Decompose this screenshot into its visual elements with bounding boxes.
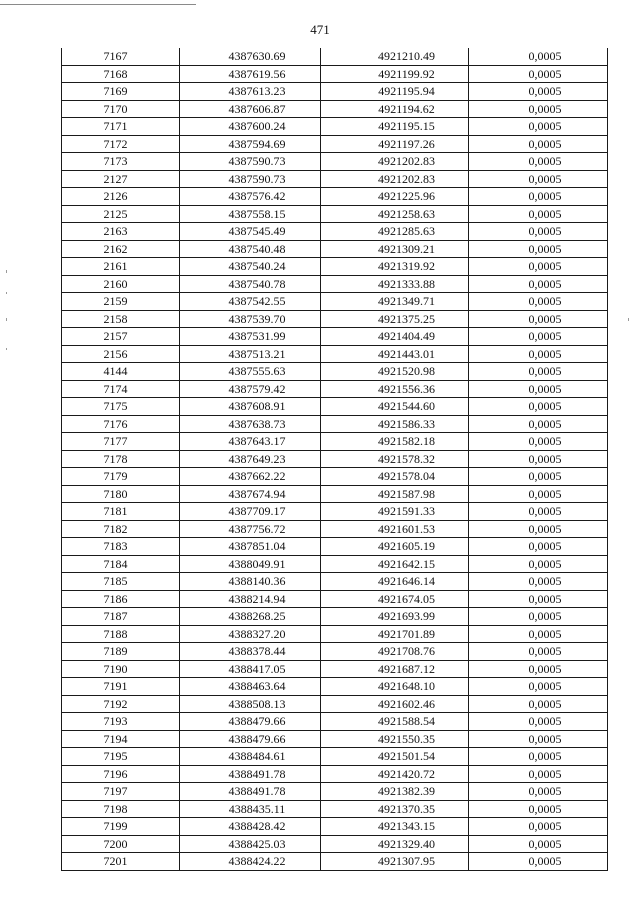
y-coordinate-cell: 4921258.63 [321, 205, 469, 223]
scan-speck [6, 270, 7, 273]
x-coordinate-cell: 4388435.11 [180, 800, 321, 818]
y-coordinate-cell: 4921601.53 [321, 520, 469, 538]
point-number-cell: 7168 [62, 65, 180, 83]
table-row [62, 100, 608, 118]
y-coordinate-cell: 4921578.04 [321, 468, 469, 486]
point-number-cell: 2160 [62, 275, 180, 293]
point-number-cell: 4144 [62, 363, 180, 381]
point-number-cell: 7171 [62, 118, 180, 136]
value-cell: 0,0005 [469, 380, 608, 398]
value-cell: 0,0005 [469, 520, 608, 538]
y-coordinate-cell: 4921586.33 [321, 415, 469, 433]
coordinates-table [61, 48, 608, 871]
x-coordinate-cell: 4387638.73 [180, 415, 321, 433]
y-coordinate-cell: 4921591.33 [321, 503, 469, 521]
x-coordinate-cell: 4387540.48 [180, 240, 321, 258]
table-row [62, 398, 608, 416]
table-row [62, 713, 608, 731]
value-cell: 0,0005 [469, 275, 608, 293]
table-row [62, 275, 608, 293]
table-row [62, 83, 608, 101]
table-row [62, 415, 608, 433]
table-row [62, 625, 608, 643]
y-coordinate-cell: 4921646.14 [321, 573, 469, 591]
y-coordinate-cell: 4921648.10 [321, 678, 469, 696]
x-coordinate-cell: 4387608.91 [180, 398, 321, 416]
value-cell: 0,0005 [469, 503, 608, 521]
x-coordinate-cell: 4387579.42 [180, 380, 321, 398]
value-cell: 0,0005 [469, 590, 608, 608]
value-cell: 0,0005 [469, 608, 608, 626]
x-coordinate-cell: 4388484.61 [180, 748, 321, 766]
value-cell: 0,0005 [469, 310, 608, 328]
point-number-cell: 7188 [62, 625, 180, 643]
x-coordinate-cell: 4388327.20 [180, 625, 321, 643]
value-cell: 0,0005 [469, 293, 608, 311]
value-cell: 0,0005 [469, 555, 608, 573]
table-row [62, 555, 608, 573]
point-number-cell: 7196 [62, 765, 180, 783]
x-coordinate-cell: 4387674.94 [180, 485, 321, 503]
point-number-cell: 2125 [62, 205, 180, 223]
point-number-cell: 7191 [62, 678, 180, 696]
point-number-cell: 7182 [62, 520, 180, 538]
value-cell: 0,0005 [469, 100, 608, 118]
value-cell: 0,0005 [469, 660, 608, 678]
top-scan-rule [0, 4, 196, 5]
point-number-cell: 2162 [62, 240, 180, 258]
point-number-cell: 7175 [62, 398, 180, 416]
y-coordinate-cell: 4921349.71 [321, 293, 469, 311]
table-row [62, 135, 608, 153]
y-coordinate-cell: 4921588.54 [321, 713, 469, 731]
y-coordinate-cell: 4921687.12 [321, 660, 469, 678]
value-cell: 0,0005 [469, 468, 608, 486]
value-cell: 0,0005 [469, 240, 608, 258]
point-number-cell: 7178 [62, 450, 180, 468]
value-cell: 0,0005 [469, 83, 608, 101]
value-cell: 0,0005 [469, 170, 608, 188]
y-coordinate-cell: 4921285.63 [321, 223, 469, 241]
y-coordinate-cell: 4921443.01 [321, 345, 469, 363]
y-coordinate-cell: 4921309.21 [321, 240, 469, 258]
point-number-cell: 7184 [62, 555, 180, 573]
point-number-cell: 7181 [62, 503, 180, 521]
table-row [62, 678, 608, 696]
point-number-cell: 7198 [62, 800, 180, 818]
y-coordinate-cell: 4921333.88 [321, 275, 469, 293]
x-coordinate-cell: 4387619.56 [180, 65, 321, 83]
table-row [62, 450, 608, 468]
y-coordinate-cell: 4921674.05 [321, 590, 469, 608]
value-cell: 0,0005 [469, 398, 608, 416]
value-cell: 0,0005 [469, 415, 608, 433]
value-cell: 0,0005 [469, 485, 608, 503]
value-cell: 0,0005 [469, 433, 608, 451]
y-coordinate-cell: 4921382.39 [321, 783, 469, 801]
table-row [62, 293, 608, 311]
y-coordinate-cell: 4921210.49 [321, 48, 469, 65]
table-row [62, 468, 608, 486]
x-coordinate-cell: 4388479.66 [180, 713, 321, 731]
point-number-cell: 7195 [62, 748, 180, 766]
value-cell: 0,0005 [469, 153, 608, 171]
x-coordinate-cell: 4387600.24 [180, 118, 321, 136]
point-number-cell: 7179 [62, 468, 180, 486]
table-row [62, 573, 608, 591]
value-cell: 0,0005 [469, 818, 608, 836]
point-number-cell: 7194 [62, 730, 180, 748]
x-coordinate-cell: 4388425.03 [180, 835, 321, 853]
point-number-cell: 7169 [62, 83, 180, 101]
point-number-cell: 7192 [62, 695, 180, 713]
table-row [62, 310, 608, 328]
point-number-cell: 7183 [62, 538, 180, 556]
x-coordinate-cell: 4387649.23 [180, 450, 321, 468]
x-coordinate-cell: 4388049.91 [180, 555, 321, 573]
y-coordinate-cell: 4921194.62 [321, 100, 469, 118]
x-coordinate-cell: 4387555.63 [180, 363, 321, 381]
x-coordinate-cell: 4388268.25 [180, 608, 321, 626]
y-coordinate-cell: 4921578.32 [321, 450, 469, 468]
x-coordinate-cell: 4388491.78 [180, 783, 321, 801]
x-coordinate-cell: 4388491.78 [180, 765, 321, 783]
y-coordinate-cell: 4921550.35 [321, 730, 469, 748]
point-number-cell: 2159 [62, 293, 180, 311]
point-number-cell: 7186 [62, 590, 180, 608]
value-cell: 0,0005 [469, 363, 608, 381]
x-coordinate-cell: 4387662.22 [180, 468, 321, 486]
value-cell: 0,0005 [469, 258, 608, 276]
y-coordinate-cell: 4921420.72 [321, 765, 469, 783]
point-number-cell: 7172 [62, 135, 180, 153]
table-row [62, 538, 608, 556]
table-row [62, 363, 608, 381]
table-row [62, 153, 608, 171]
value-cell: 0,0005 [469, 118, 608, 136]
x-coordinate-cell: 4387539.70 [180, 310, 321, 328]
x-coordinate-cell: 4387513.21 [180, 345, 321, 363]
table-row [62, 643, 608, 661]
y-coordinate-cell: 4921693.99 [321, 608, 469, 626]
y-coordinate-cell: 4921199.92 [321, 65, 469, 83]
x-coordinate-cell: 4387709.17 [180, 503, 321, 521]
page-number: 471 [310, 22, 330, 37]
y-coordinate-cell: 4921370.35 [321, 800, 469, 818]
table-row [62, 783, 608, 801]
table-row [62, 660, 608, 678]
table-row [62, 765, 608, 783]
point-number-cell: 7189 [62, 643, 180, 661]
table-row [62, 485, 608, 503]
table-row [62, 188, 608, 206]
table-row [62, 328, 608, 346]
table-row [62, 748, 608, 766]
table-row [62, 853, 608, 871]
table-row [62, 48, 608, 65]
x-coordinate-cell: 4387542.55 [180, 293, 321, 311]
x-coordinate-cell: 4387606.87 [180, 100, 321, 118]
table-row [62, 205, 608, 223]
point-number-cell: 2161 [62, 258, 180, 276]
point-number-cell: 2127 [62, 170, 180, 188]
x-coordinate-cell: 4387590.73 [180, 170, 321, 188]
y-coordinate-cell: 4921375.25 [321, 310, 469, 328]
point-number-cell: 7170 [62, 100, 180, 118]
y-coordinate-cell: 4921225.96 [321, 188, 469, 206]
value-cell: 0,0005 [469, 713, 608, 731]
table-row [62, 258, 608, 276]
x-coordinate-cell: 4387558.15 [180, 205, 321, 223]
table-row [62, 835, 608, 853]
value-cell: 0,0005 [469, 65, 608, 83]
y-coordinate-cell: 4921197.26 [321, 135, 469, 153]
point-number-cell: 7200 [62, 835, 180, 853]
point-number-cell: 7167 [62, 48, 180, 65]
point-number-cell: 7187 [62, 608, 180, 626]
point-number-cell: 7199 [62, 818, 180, 836]
scan-speck [6, 292, 7, 294]
table-row [62, 590, 608, 608]
x-coordinate-cell: 4387531.99 [180, 328, 321, 346]
table-row [62, 240, 608, 258]
x-coordinate-cell: 4388463.64 [180, 678, 321, 696]
table-row [62, 433, 608, 451]
y-coordinate-cell: 4921501.54 [321, 748, 469, 766]
table-row [62, 800, 608, 818]
value-cell: 0,0005 [469, 328, 608, 346]
y-coordinate-cell: 4921202.83 [321, 153, 469, 171]
x-coordinate-cell: 4387594.69 [180, 135, 321, 153]
x-coordinate-cell: 4387613.23 [180, 83, 321, 101]
y-coordinate-cell: 4921642.15 [321, 555, 469, 573]
point-number-cell: 2126 [62, 188, 180, 206]
value-cell: 0,0005 [469, 450, 608, 468]
table-row [62, 170, 608, 188]
value-cell: 0,0005 [469, 678, 608, 696]
value-cell: 0,0005 [469, 48, 608, 65]
x-coordinate-cell: 4388378.44 [180, 643, 321, 661]
x-coordinate-cell: 4387545.49 [180, 223, 321, 241]
value-cell: 0,0005 [469, 205, 608, 223]
y-coordinate-cell: 4921520.98 [321, 363, 469, 381]
value-cell: 0,0005 [469, 345, 608, 363]
x-coordinate-cell: 4387590.73 [180, 153, 321, 171]
x-coordinate-cell: 4388479.66 [180, 730, 321, 748]
y-coordinate-cell: 4921343.15 [321, 818, 469, 836]
point-number-cell: 7197 [62, 783, 180, 801]
point-number-cell: 7173 [62, 153, 180, 171]
point-number-cell: 2156 [62, 345, 180, 363]
x-coordinate-cell: 4387851.04 [180, 538, 321, 556]
value-cell: 0,0005 [469, 783, 608, 801]
point-number-cell: 7185 [62, 573, 180, 591]
table-row [62, 65, 608, 83]
value-cell: 0,0005 [469, 765, 608, 783]
value-cell: 0,0005 [469, 695, 608, 713]
scan-speck [628, 318, 629, 321]
y-coordinate-cell: 4921307.95 [321, 853, 469, 871]
x-coordinate-cell: 4388417.05 [180, 660, 321, 678]
x-coordinate-cell: 4387576.42 [180, 188, 321, 206]
scan-speck [6, 318, 7, 321]
value-cell: 0,0005 [469, 625, 608, 643]
value-cell: 0,0005 [469, 538, 608, 556]
value-cell: 0,0005 [469, 135, 608, 153]
y-coordinate-cell: 4921202.83 [321, 170, 469, 188]
x-coordinate-cell: 4387643.17 [180, 433, 321, 451]
x-coordinate-cell: 4388214.94 [180, 590, 321, 608]
y-coordinate-cell: 4921544.60 [321, 398, 469, 416]
y-coordinate-cell: 4921556.36 [321, 380, 469, 398]
point-number-cell: 7174 [62, 380, 180, 398]
value-cell: 0,0005 [469, 853, 608, 871]
value-cell: 0,0005 [469, 223, 608, 241]
value-cell: 0,0005 [469, 730, 608, 748]
table-row [62, 818, 608, 836]
y-coordinate-cell: 4921195.94 [321, 83, 469, 101]
y-coordinate-cell: 4921329.40 [321, 835, 469, 853]
table-row [62, 380, 608, 398]
x-coordinate-cell: 4388508.13 [180, 695, 321, 713]
y-coordinate-cell: 4921708.76 [321, 643, 469, 661]
table-row [62, 730, 608, 748]
x-coordinate-cell: 4388424.22 [180, 853, 321, 871]
y-coordinate-cell: 4921582.18 [321, 433, 469, 451]
y-coordinate-cell: 4921195.15 [321, 118, 469, 136]
point-number-cell: 2163 [62, 223, 180, 241]
point-number-cell: 2158 [62, 310, 180, 328]
table-row [62, 695, 608, 713]
point-number-cell: 7193 [62, 713, 180, 731]
value-cell: 0,0005 [469, 835, 608, 853]
x-coordinate-cell: 4388140.36 [180, 573, 321, 591]
x-coordinate-cell: 4388428.42 [180, 818, 321, 836]
y-coordinate-cell: 4921701.89 [321, 625, 469, 643]
scan-speck [6, 348, 7, 350]
y-coordinate-cell: 4921404.49 [321, 328, 469, 346]
y-coordinate-cell: 4921605.19 [321, 538, 469, 556]
table-row [62, 608, 608, 626]
y-coordinate-cell: 4921587.98 [321, 485, 469, 503]
coordinates-table-body [62, 48, 608, 870]
point-number-cell: 7201 [62, 853, 180, 871]
value-cell: 0,0005 [469, 643, 608, 661]
table-row [62, 223, 608, 241]
point-number-cell: 2157 [62, 328, 180, 346]
point-number-cell: 7177 [62, 433, 180, 451]
point-number-cell: 7190 [62, 660, 180, 678]
table-row [62, 118, 608, 136]
point-number-cell: 7180 [62, 485, 180, 503]
point-number-cell: 7176 [62, 415, 180, 433]
value-cell: 0,0005 [469, 188, 608, 206]
value-cell: 0,0005 [469, 800, 608, 818]
y-coordinate-cell: 4921319.92 [321, 258, 469, 276]
value-cell: 0,0005 [469, 573, 608, 591]
value-cell: 0,0005 [469, 748, 608, 766]
table-row [62, 503, 608, 521]
x-coordinate-cell: 4387540.24 [180, 258, 321, 276]
table-row [62, 520, 608, 538]
x-coordinate-cell: 4387756.72 [180, 520, 321, 538]
y-coordinate-cell: 4921602.46 [321, 695, 469, 713]
x-coordinate-cell: 4387540.78 [180, 275, 321, 293]
table-row [62, 345, 608, 363]
x-coordinate-cell: 4387630.69 [180, 48, 321, 65]
